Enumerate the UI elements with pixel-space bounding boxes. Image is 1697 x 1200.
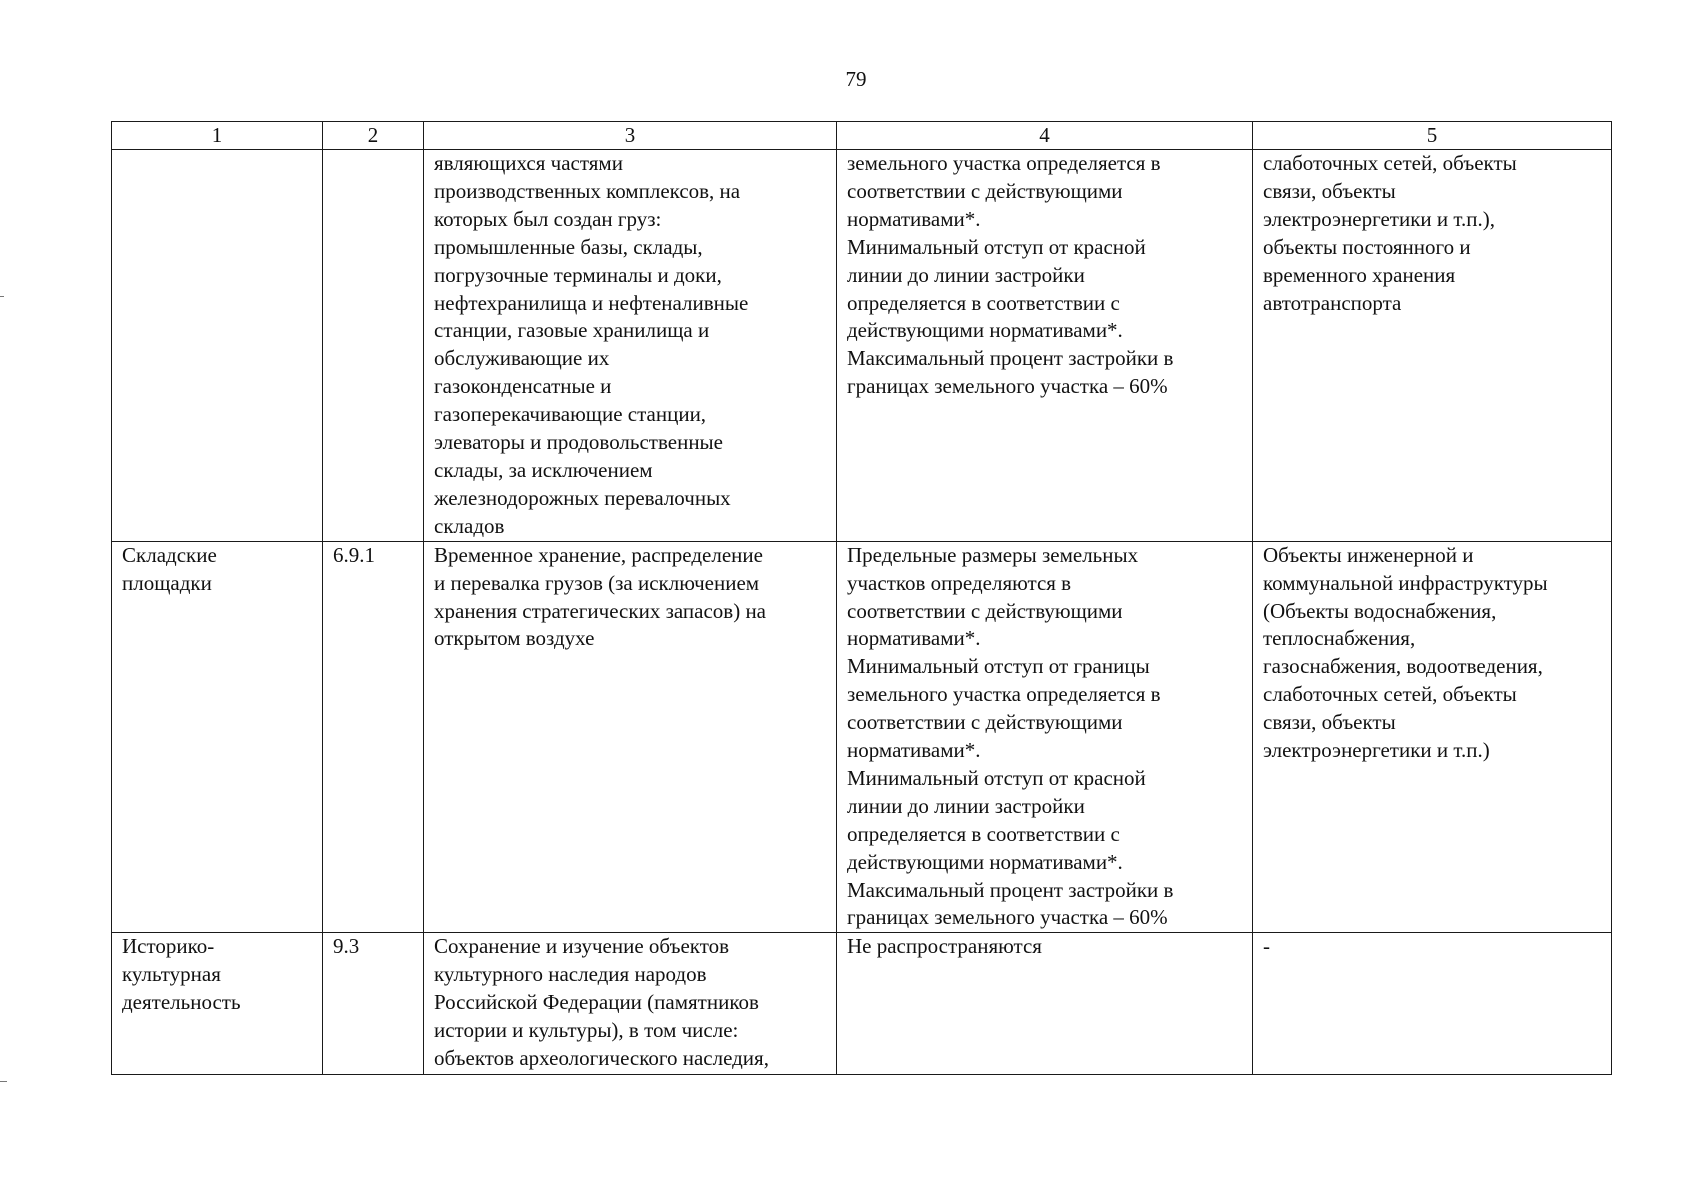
use-code-cell	[323, 541, 424, 933]
text-line: определяется в соответствии с	[847, 290, 1120, 315]
text-line: участков определяются в	[847, 570, 1072, 595]
text-line: площадки	[122, 570, 212, 595]
text-line: объектов археологического наследия,	[434, 1046, 769, 1070]
text-line: связи, объекты	[1263, 178, 1396, 203]
use-description-cell	[424, 933, 837, 1075]
use-name-cell	[112, 541, 323, 933]
parameters-cell	[837, 933, 1253, 1075]
text-line: нормативами*.	[847, 738, 981, 763]
text-line: слаботочных сетей, объекты	[1263, 682, 1517, 707]
column-header-1: 1	[112, 122, 323, 150]
text-line: автотранспорта	[1263, 290, 1402, 315]
text-line: культурного наследия народов	[434, 962, 707, 987]
text-line: коммунальной инфраструктуры	[1263, 570, 1548, 595]
text-line: соответствии с действующими	[847, 710, 1123, 735]
text-line: склады, за исключением	[434, 457, 653, 482]
text-line: 9.3	[333, 934, 360, 959]
column-header-3: 3	[424, 122, 837, 150]
text-line: земельного участка определяется в	[847, 682, 1161, 707]
use-description-cell	[424, 541, 837, 933]
text-line: и перевалка грузов (за исключением	[434, 570, 760, 595]
text-line: культурная	[122, 962, 221, 987]
page-number: 79	[845, 67, 867, 91]
text-line: являющихся частями	[434, 151, 623, 175]
table-row	[112, 541, 1612, 933]
text-line: Минимальный отступ от границы	[847, 654, 1150, 679]
text-line: Минимальный отступ от красной	[847, 234, 1146, 259]
text-line: временного хранения	[1263, 262, 1456, 287]
text-line: Максимальный процент застройки в	[847, 877, 1174, 902]
text-line: железнодорожных перевалочных	[434, 485, 731, 510]
parameters-cell	[837, 150, 1253, 542]
text-line: -	[1263, 934, 1270, 959]
auxiliary-uses-cell	[1253, 541, 1612, 933]
text-line: границах земельного участка – 60%	[847, 374, 1168, 399]
land-use-table	[111, 121, 1612, 1075]
use-name-cell	[112, 150, 323, 542]
text-line: станции, газовые хранилища и	[434, 318, 710, 343]
text-line: Сохранение и изучение объектов	[434, 934, 730, 959]
text-line: нормативами*.	[847, 206, 981, 231]
text-line: соответствии с действующими	[847, 178, 1123, 203]
text-line: промышленные базы, склады,	[434, 234, 703, 259]
text-line: линии до линии застройки	[847, 262, 1085, 287]
table-row	[112, 150, 1612, 542]
text-line: Не распространяются	[847, 934, 1042, 959]
text-line: газоснабжения, водоотведения,	[1263, 654, 1543, 679]
table-header-row	[112, 122, 1612, 150]
text-line: Историко-	[122, 934, 215, 959]
text-line: открытом воздухе	[434, 626, 595, 651]
text-line: Минимальный отступ от красной	[847, 765, 1146, 790]
column-header-5: 5	[1253, 122, 1612, 150]
auxiliary-uses-cell	[1253, 150, 1612, 542]
text-line: электроэнергетики и т.п.),	[1263, 206, 1495, 231]
text-line: Максимальный процент застройки в	[847, 346, 1174, 371]
text-line: хранения стратегических запасов) на	[434, 598, 767, 623]
scan-edge-mark	[0, 296, 4, 297]
text-line: земельного участка определяется в	[847, 151, 1161, 175]
text-line: (Объекты водоснабжения,	[1263, 598, 1497, 623]
text-line: связи, объекты	[1263, 710, 1396, 735]
text-line: истории и культуры), в том числе:	[434, 1018, 739, 1043]
text-line: газоконденсатные и	[434, 374, 612, 399]
text-line: Складские	[122, 542, 217, 567]
text-line: объекты постоянного и	[1263, 234, 1471, 259]
text-line: соответствии с действующими	[847, 598, 1123, 623]
column-header-2: 2	[323, 122, 424, 150]
text-line: обслуживающие их	[434, 346, 610, 371]
text-line: производственных комплексов, на	[434, 178, 741, 203]
text-line: газоперекачивающие станции,	[434, 402, 707, 427]
use-name-cell	[112, 933, 323, 1075]
text-line: 6.9.1	[333, 542, 375, 567]
text-line: действующими нормативами*.	[847, 318, 1123, 343]
use-code-cell	[323, 150, 424, 542]
parameters-cell	[837, 541, 1253, 933]
text-line: действующими нормативами*.	[847, 849, 1123, 874]
table-row	[112, 933, 1612, 1075]
text-line: элеваторы и продовольственные	[434, 430, 723, 455]
scan-edge-mark	[0, 1081, 7, 1082]
text-line: теплоснабжения,	[1263, 626, 1416, 651]
text-line: нефтехранилища и нефтеналивные	[434, 290, 749, 315]
column-header-4: 4	[837, 122, 1253, 150]
text-line: Российской Федерации (памятников	[434, 990, 759, 1015]
text-line: границах земельного участка – 60%	[847, 905, 1168, 930]
use-code-cell	[323, 933, 424, 1075]
text-line: Временное хранение, распределение	[434, 542, 763, 567]
text-line: Предельные размеры земельных	[847, 542, 1139, 567]
text-line: определяется в соответствии с	[847, 821, 1120, 846]
text-line: линии до линии застройки	[847, 793, 1085, 818]
auxiliary-uses-cell	[1253, 933, 1612, 1075]
text-line: которых был создан груз:	[434, 206, 662, 231]
text-line: деятельность	[122, 990, 241, 1015]
text-line: нормативами*.	[847, 626, 981, 651]
text-line: Объекты инженерной и	[1263, 542, 1474, 567]
text-line: электроэнергетики и т.п.)	[1263, 738, 1490, 763]
text-line: погрузочные терминалы и доки,	[434, 262, 722, 287]
use-description-cell	[424, 150, 837, 542]
text-line: складов	[434, 513, 505, 538]
text-line: слаботочных сетей, объекты	[1263, 151, 1517, 175]
